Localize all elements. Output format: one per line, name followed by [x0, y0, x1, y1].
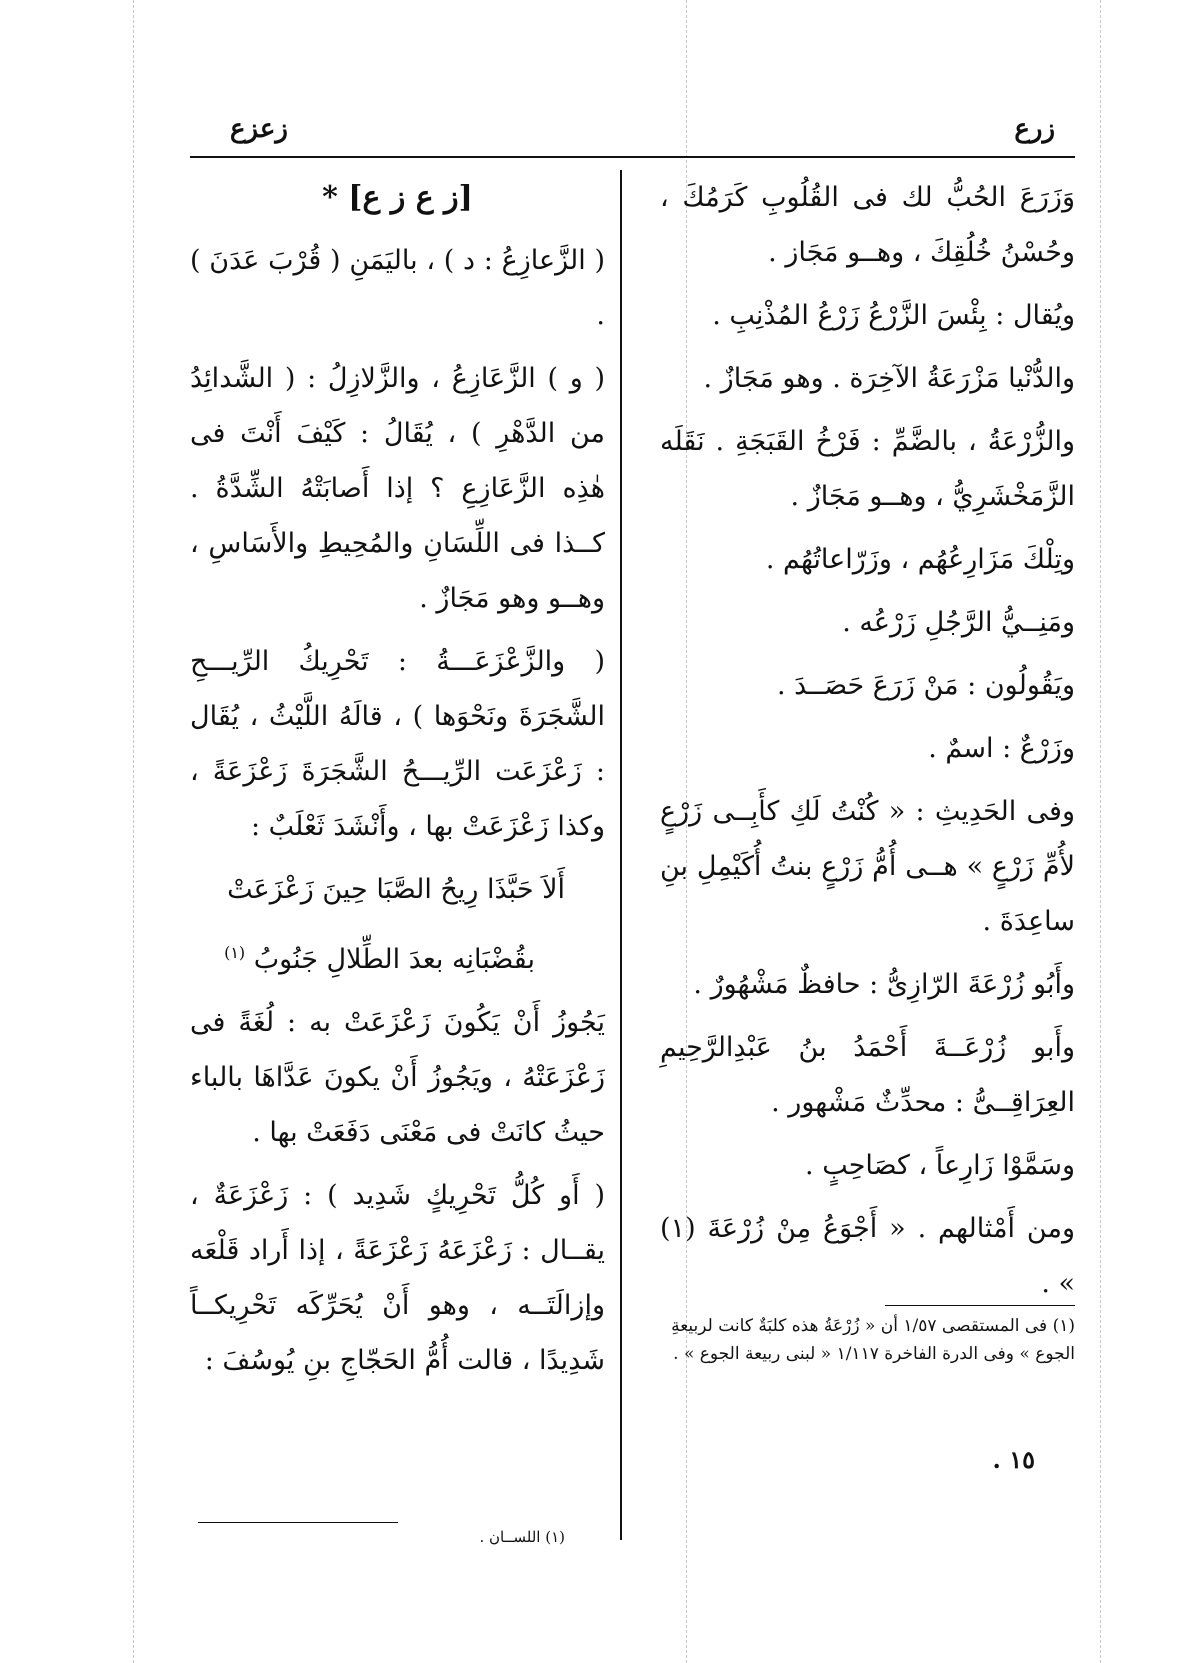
footnote: (١) اللســان .: [479, 1528, 565, 1546]
column-divider: [620, 170, 622, 1540]
paragraph: وأَبُو زُرْعَةَ الرّازِىُّ : حافظٌ مَشْهُورٌ .: [693, 969, 1075, 1000]
paragraph: ( والزَّعْزَعَـــةُ : تَحْرِيكُ الرِّيـــحِ الشَّجَرَةَ ونَحْوَها ) ، قالَهُ اللَّيْثُ ، يُقَال : زَعْزَعَت الرِّيـــحُ الشَّجَرَةَ زَعْزَعَةً ، وكذا زَعْزَعَتْ بها ، وأَنْشَدَ ثَعْلَبٌ :: [190, 646, 605, 842]
book-page: [190, 100, 1075, 1546]
paragraph: وتِلْكَ مَزَارِعُهُم ، وزَرّاعاتُهُم .: [765, 544, 1075, 575]
paragraph: ويَقُولُون : مَنْ زَرَعَ حَصَــدَ .: [776, 670, 1075, 701]
paragraph: والدُّنْيا مَزْرَعَةُ الآخِرَة . وهو مَجَازٌ .: [703, 363, 1075, 394]
paragraph: ( أَو كُلُّ تَحْرِيكٍ شَدِيد ) : زَعْزَعَةٌ ، يقــال : زَعْزَعَهُ زَعْزَعَةً ، إذا أَراد قَلْعَه وإزالَتَــه ، وهو أَنْ يُحَرِّكَه تَحْرِيكــاً شَدِيدًا ، قالت أُمُّ الحَجّاجِ بنِ يُوسُفَ :: [190, 1180, 605, 1376]
footnote-rule: [198, 1522, 398, 1523]
entry-title: [ز ع ز ع] *: [322, 180, 473, 215]
scan-guide-line: [1100, 0, 1101, 1663]
header-left-word: زعزع: [230, 114, 288, 144]
header-rule: [190, 156, 1075, 158]
paragraph: وسَمَّوْا زَارِعاً ، كصَاحِبٍ .: [805, 1150, 1075, 1181]
paragraph: ويُقال : بِئْسَ الزَّرْعُ زَرْعُ المُذْنِبِ .: [712, 300, 1075, 331]
footnote-ref: (١): [224, 943, 246, 962]
paragraph: ( و ) الزَّعَازِعُ ، والزَّلازِلُ : ( الشَّدائِدُ من الدَّهْرِ ) ، يُقَالُ : كَيْفَ أَنْتَ فى هٰذِه الزَّعَازِعِ ؟ إذا أَصابَتْهُ الشِّدَّةُ . كــذا فى اللِّسَانِ والمُحِيطِ والأَسَاسِ ، وهــو وهو مَجَازٌ .: [190, 363, 605, 614]
paragraph: وزَرْعٌ : اسمٌ .: [928, 733, 1075, 764]
paragraph: وَزَرَعَ الحُبُّ لك فى القُلُوبِ كَرَمُكَ ، وحُسْنُ خُلُقِكَ ، وهــو مَجَاز .: [660, 182, 1075, 268]
paragraph: وأَبو زُرْعَــةَ أَحْمَدُ بنُ عَبْدِالرَّحِيمِ العِرَاقِــىُّ : محدِّثٌ مَشْهور .: [660, 1032, 1075, 1118]
verse-line-1: أَلاَ حَبَّذَا رِيحُ الصَّبَا حِينَ زَعْزَعَتْ: [227, 874, 565, 905]
running-header: [190, 100, 1075, 150]
footnote-rule: [885, 1305, 1075, 1306]
right-column: [660, 170, 1075, 1319]
paragraph: يَجُوزُ أَنْ يَكُونَ زَعْزَعَتْ به : لُغَةً فى زَعْزَعَتْهُ ، ويَجُوزُ أَنْ يكونَ عَدَّاهَا بالباء حيثُ كانَتْ فى مَعْنَى دَفَعَتْ بها .: [190, 1007, 605, 1148]
footnote: (١) فى المستقصى ١/٥٧ أن « زُرْعَةُ هذه كلبَةٌ كانت لربيعةِ الجوع » وفى الدرة الفاخرة ١/١١٧ « لبنى ربيعة الجوع » .: [671, 1316, 1075, 1364]
paragraph: وفى الحَدِيثِ : « كُنْتُ لَكِ كأَبِــى زَرْعٍ لأُمِّ زَرْعٍ » هــى أُمُّ زَرْعٍ بنتُ أُكَيْمِلِ بنِ ساعِدَةَ .: [660, 796, 1075, 937]
verse-text: بقُضْبَانِه بعدَ الطِّلالِ جَنُوبُ: [253, 944, 535, 975]
paragraph: ( الزَّعازِعُ : د ) ، باليَمَنِ ( قُرْبَ عَدَنَ ) .: [190, 245, 605, 331]
left-column: [190, 170, 605, 1396]
scan-guide-line: [133, 0, 134, 1663]
header-right-word: زرع: [1014, 114, 1055, 144]
paragraph: ومَنِــيُّ الرَّجُلِ زَرْعُه .: [842, 607, 1075, 638]
page-number: ١٥ .: [992, 1445, 1035, 1474]
paragraph: ومن أَمْثالهم . « أَجْوَعُ مِنْ زُرْعَةَ (١) » .: [660, 1213, 1075, 1299]
verse-line-2: [190, 925, 605, 987]
paragraph: والزُّرْعَةُ ، بالضَّمِّ : فَرْخُ القَبَجَةِ . نَقَلَه الزَّمَخْشَرِيُّ ، وهــو مَجَازٌ .: [660, 426, 1075, 512]
